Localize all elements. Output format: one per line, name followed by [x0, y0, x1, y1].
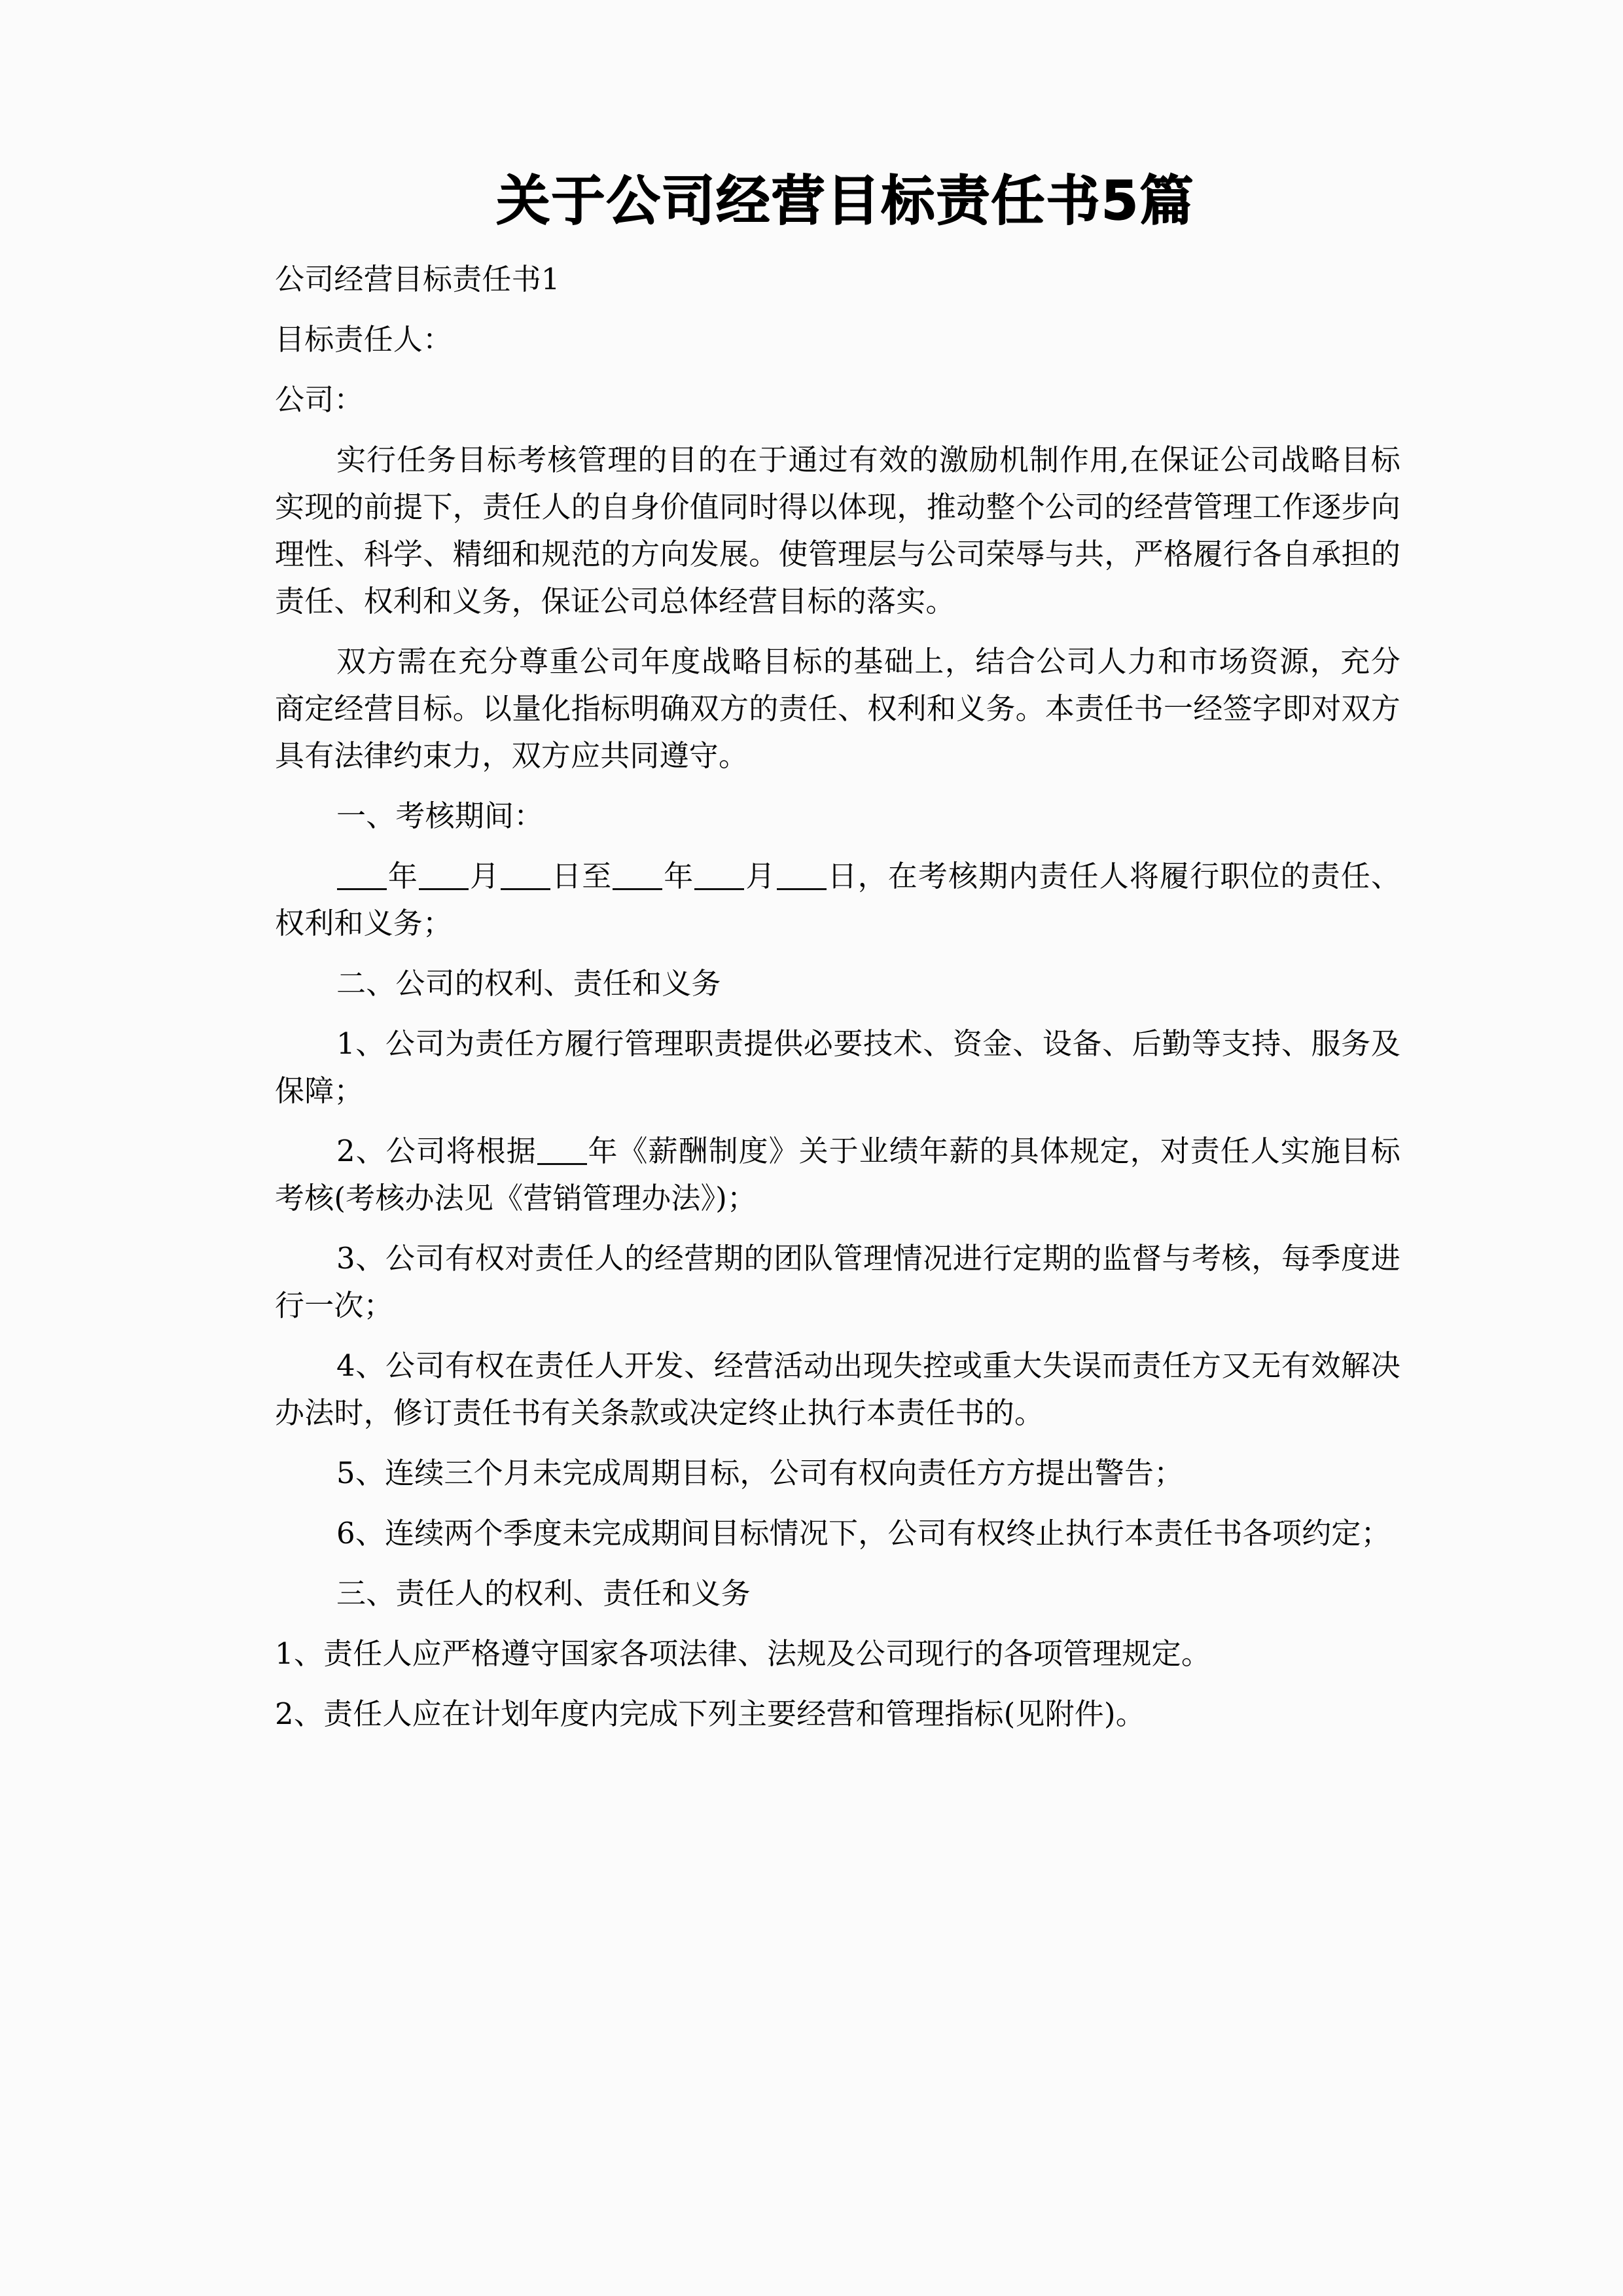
- intro-paragraph-2: 双方需在充分尊重公司年度战略目标的基础上，结合公司人力和市场资源，充分商定经营目标。以量化指标明确双方的责任、权利和义务。本责任书一经签字即对双方具有法律约束力，双方应共同遵守。: [275, 643, 1400, 773]
- period-start-day-blank[interactable]: [501, 888, 550, 890]
- section-two-item-2: [275, 1128, 1400, 1222]
- period-end-year-blank[interactable]: [613, 888, 662, 890]
- section-label: 公司经营目标责任书1: [275, 261, 560, 296]
- section-three-item-1: 1、责任人应严格遵守国家各项法律、法规及公司现行的各项管理规定。: [275, 1636, 1211, 1671]
- period-start-year-blank[interactable]: [337, 888, 387, 890]
- section-one-heading: 一、考核期间：: [336, 798, 544, 833]
- unit-day-2: 日: [827, 858, 858, 893]
- item-two-suffix-text: 年《薪酬制度》关于业绩年薪的具体规定，对责任人实施目标考核(考核办法见《营销管理办法》)；: [275, 1133, 1401, 1215]
- section-two-heading: 二、公司的权利、责任和义务: [336, 965, 721, 1001]
- section-two-item-5: 5、连续三个月未完成周期目标，公司有权向责任方方提出警告；: [336, 1455, 1184, 1490]
- item-two-prefix-text: 2、公司将根据: [336, 1133, 537, 1168]
- intro-paragraph-1: 实行任务目标考核管理的目的在于通过有效的激励机制作用,在保证公司战略目标实现的前提下，责任人的自身价值同时得以体现，推动整个公司的经营管理工作逐步向理性、科学、精细和规范的方向发展。使管理层与公司荣辱与共，严格履行各自承担的责任、权利和义务，保证公司总体经营目标的落实。: [275, 442, 1400, 619]
- period-end-day-blank[interactable]: [777, 888, 827, 890]
- section-two-item-4: 4、公司有权在责任人开发、经营活动出现失控或重大失误而责任方又无有效解决办法时，修订责任书有关条款或决定终止执行本责任书的。: [275, 1348, 1400, 1430]
- unit-year-2: 年: [663, 858, 694, 893]
- document-content: [275, 170, 1400, 1751]
- section-two-item-3: 3、公司有权对责任人的经营期的团队管理情况进行定期的监督与考核，每季度进行一次；: [275, 1240, 1400, 1323]
- period-suffix-text: ，在考核期内责任人将履行职位的责任、权利和义务；: [275, 858, 1401, 941]
- field-company-label: 公司：: [275, 382, 364, 417]
- period-start-month-blank[interactable]: [419, 888, 469, 890]
- unit-day-1: 日: [551, 858, 582, 893]
- section-two-item-6: 6、连续两个季度未完成期间目标情况下，公司有权终止执行本责任书各项约定；: [336, 1515, 1391, 1551]
- page-title: 关于公司经营目标责任书5篇: [496, 170, 1195, 232]
- section-three-heading: 三、责任人的权利、责任和义务: [336, 1575, 751, 1611]
- unit-year-1: 年: [387, 858, 419, 893]
- section-two-item-1: 1、公司为责任方履行管理职责提供必要技术、资金、设备、后勤等支持、服务及保障；: [275, 1026, 1400, 1108]
- period-end-month-blank[interactable]: [694, 888, 744, 890]
- section-three-item-2: 2、责任人应在计划年度内完成下列主要经营和管理指标(见附件)。: [275, 1696, 1145, 1731]
- item-two-year-blank[interactable]: [537, 1163, 587, 1165]
- field-target-person-label: 目标责任人：: [275, 321, 453, 357]
- period-join-text: 至: [582, 858, 613, 893]
- unit-month-2: 月: [745, 858, 776, 893]
- unit-month-1: 月: [469, 858, 501, 893]
- assessment-period-line: [275, 853, 1400, 947]
